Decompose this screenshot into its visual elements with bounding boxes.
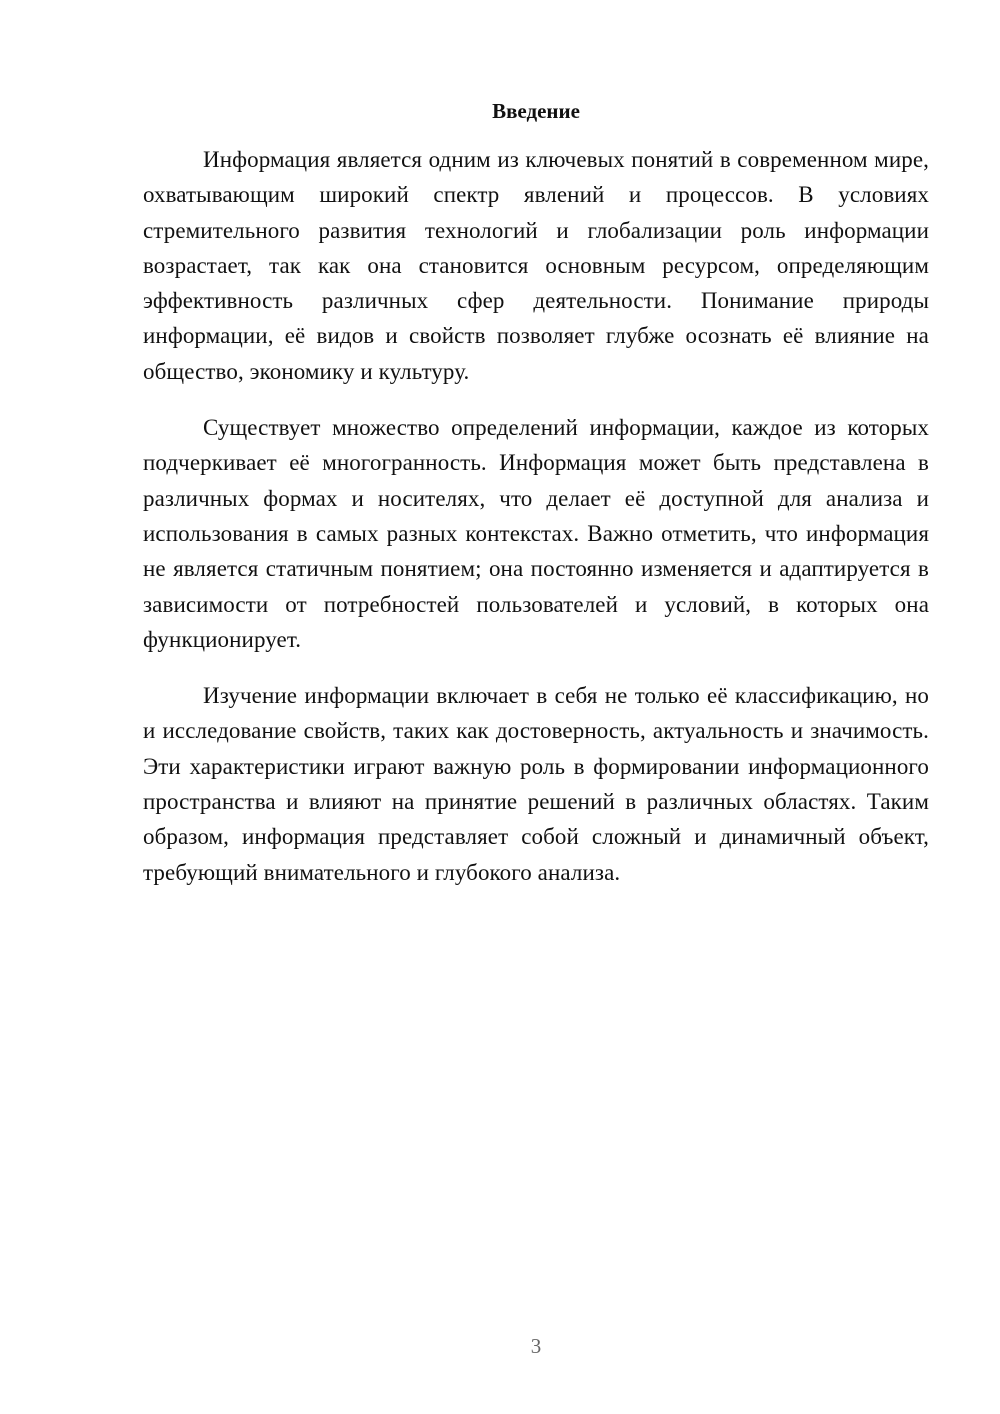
paragraph-3: Изучение информации включает в себя не только её классификацию, но и исследование свойств, таких как достоверность, актуальность и значимость. Эти характеристики играют важную роль в формировании информационного пространства и влияют на принятие решений в различных областях. Таким образом, информация представляет собой сложный и динамичный объект, требующий внимательного и глубокого анализа. [143,683,929,885]
section-title: Введение [492,99,580,123]
page-number: 3 [530,1334,542,1358]
page-content [143,96,929,890]
paragraph-1: Информация является одним из ключевых понятий в современном мире, охватывающим широкий спектр явлений и процессов. В условиях стремительного развития технологий и глобализации роль информации возрастает, так как она становится основным ресурсом, определяющим эффективность различных сфер деятельности. Понимание природы информации, её видов и свойств позволяет глубже осознать её влияние на общество, экономику и культуру. [143,147,929,384]
paragraph-2: Существует множество определений информации, каждое из которых подчеркивает её многогранность. Информация может быть представлена в различных формах и носителях, что делает её доступной для анализа и использования в самых разных контекстах. Важно отметить, что информация не является статичным понятием; она постоянно изменяется и адаптируется в зависимости от потребностей пользователей и условий, в которых она функционирует. [143,415,929,652]
